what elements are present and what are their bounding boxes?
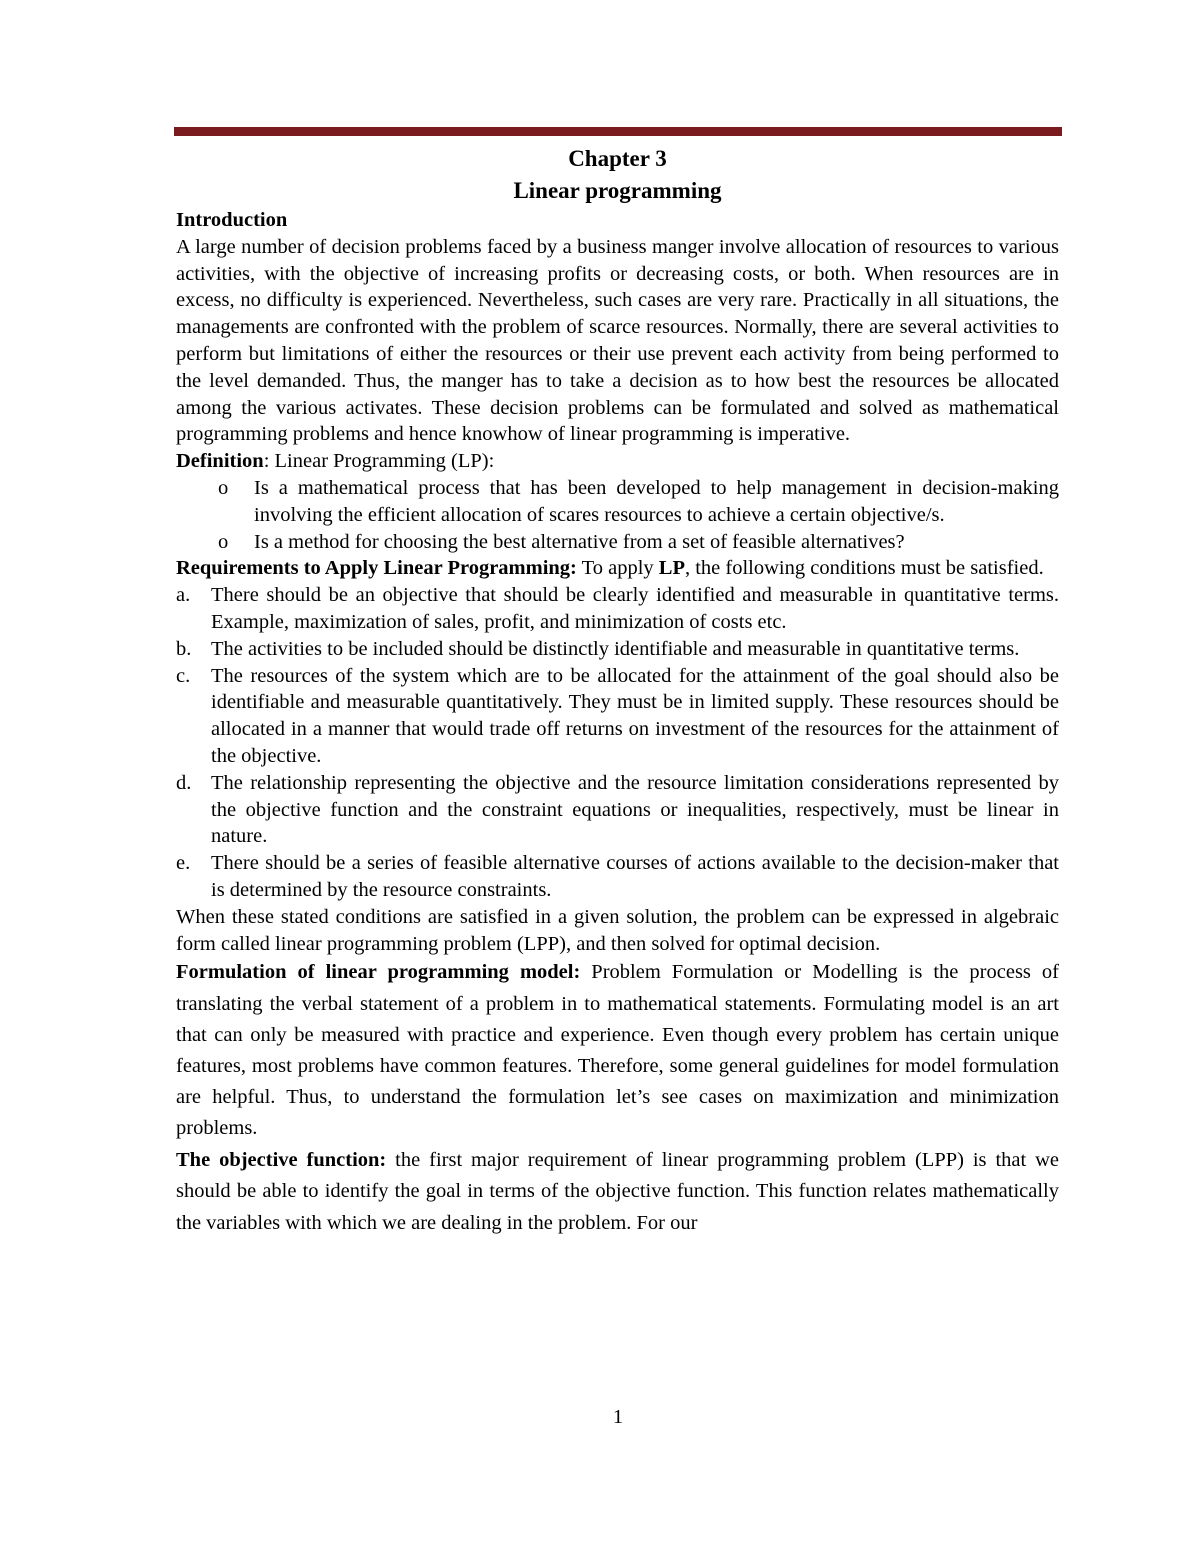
requirements-paragraph	[176, 555, 1059, 582]
list-item	[176, 850, 1059, 904]
bullet-mark: o	[218, 476, 229, 499]
page-number: 1	[612, 1406, 624, 1428]
definition-item-text: Is a mathematical process that has been developed to help management in decision-making involving the efficient allocation of scares resources to achieve a certain objective/s.	[254, 476, 1059, 526]
intro-paragraph: A large number of decision problems faced by a business manger involve allocation of resources to various activities, with the objective of increasing profits or decreasing costs, or both. When resources are in excess, no difficulty is experienced. Nevertheless, such cases are very rare. Practically in all situations, the managements are confronted with the problem of scarce resources. Normally, there are several activities to perform but limitations of either the resources or their use prevent each activity from being performed to the level demanded. Thus, the manger has to take a decision as to how best the resources be allocated among the various activates. These decision problems can be formulated and solved as mathematical programming problems and hence knowhow of linear programming is imperative.	[176, 235, 1059, 446]
objective-text: the first major requirement of linear programming problem (LPP) is that we should be able to identify the goal in terms of the objective function. This function relates mathematically the variables with which we are dealing in the problem. For our	[176, 1148, 1059, 1234]
list-item	[176, 663, 1059, 770]
list-item	[218, 529, 1059, 556]
chapter-number: Chapter 3	[568, 146, 667, 171]
intro-heading: Introduction	[176, 209, 288, 231]
definition-paragraph	[176, 448, 1059, 475]
definition-label: Definition	[176, 450, 264, 473]
requirements-text: To apply	[576, 557, 659, 580]
list-item	[176, 770, 1059, 850]
bullet-mark: o	[218, 530, 229, 553]
item-mark: d.	[176, 771, 192, 794]
objective-label: The objective function:	[176, 1148, 387, 1171]
document-body	[176, 143, 1059, 1239]
item-mark: c.	[176, 664, 191, 687]
formulation-paragraph	[176, 957, 1059, 1144]
item-mark: b.	[176, 637, 192, 660]
requirements-list	[176, 582, 1059, 904]
list-item	[218, 475, 1059, 529]
formulation-label: Formulation of linear programming model:	[176, 961, 581, 984]
lp-abbrev: LP	[658, 557, 685, 580]
requirements-text-after: , the following conditions must be satisfied.	[684, 557, 1044, 580]
definition-list	[176, 475, 1059, 555]
definition-rest: : Linear Programming (LP):	[263, 450, 495, 473]
definition-item-text: Is a method for choosing the best alternative from a set of feasible alternatives?	[254, 530, 905, 553]
header-rule	[174, 127, 1062, 136]
item-text: There should be an objective that should be clearly identified and measurable in quantitative terms. Example, maximization of sales, profit, and minimization of costs etc.	[211, 584, 1059, 633]
requirements-label: Requirements to Apply Linear Programming:	[176, 557, 577, 580]
item-text: There should be a series of feasible alternative courses of actions available to the decision-maker that is determined by the resource constraints.	[211, 852, 1059, 901]
item-mark: e.	[176, 852, 191, 875]
chapter-title: Linear programming	[513, 178, 722, 203]
item-text: The relationship representing the objective and the resource limitation considerations represented by the objective function and the constraint equations or inequalities, respectively, must be linear in nature.	[211, 771, 1059, 848]
item-text: The resources of the system which are to be allocated for the attainment of the goal should also be identifiable and measurable quantitatively. They must be in limited supply. These resources should be allocated in a manner that would trade off returns on investment of the resources for the attainment of the objective.	[211, 664, 1059, 767]
item-text: The activities to be included should be distinctly identifiable and measurable in quantitative terms.	[211, 637, 1020, 660]
requirements-conclusion: When these stated conditions are satisfied in a given solution, the problem can be expressed in algebraic form called linear programming problem (LPP), and then solved for optimal decision.	[176, 905, 1059, 955]
item-mark: a.	[176, 584, 191, 607]
list-item	[176, 582, 1059, 636]
list-item	[176, 636, 1059, 663]
formulation-text: Problem Formulation or Modelling is the process of translating the verbal statement of a problem in to mathematical statements. Formulating model is an art that can only be measured with practice and experience. Even though every problem has certain unique features, most problems have common features. Therefore, some general guidelines for model formulation are helpful. Thus, to understand the formulation let’s see cases on maximization and minimization problems.	[176, 961, 1059, 1140]
objective-paragraph	[176, 1145, 1059, 1240]
